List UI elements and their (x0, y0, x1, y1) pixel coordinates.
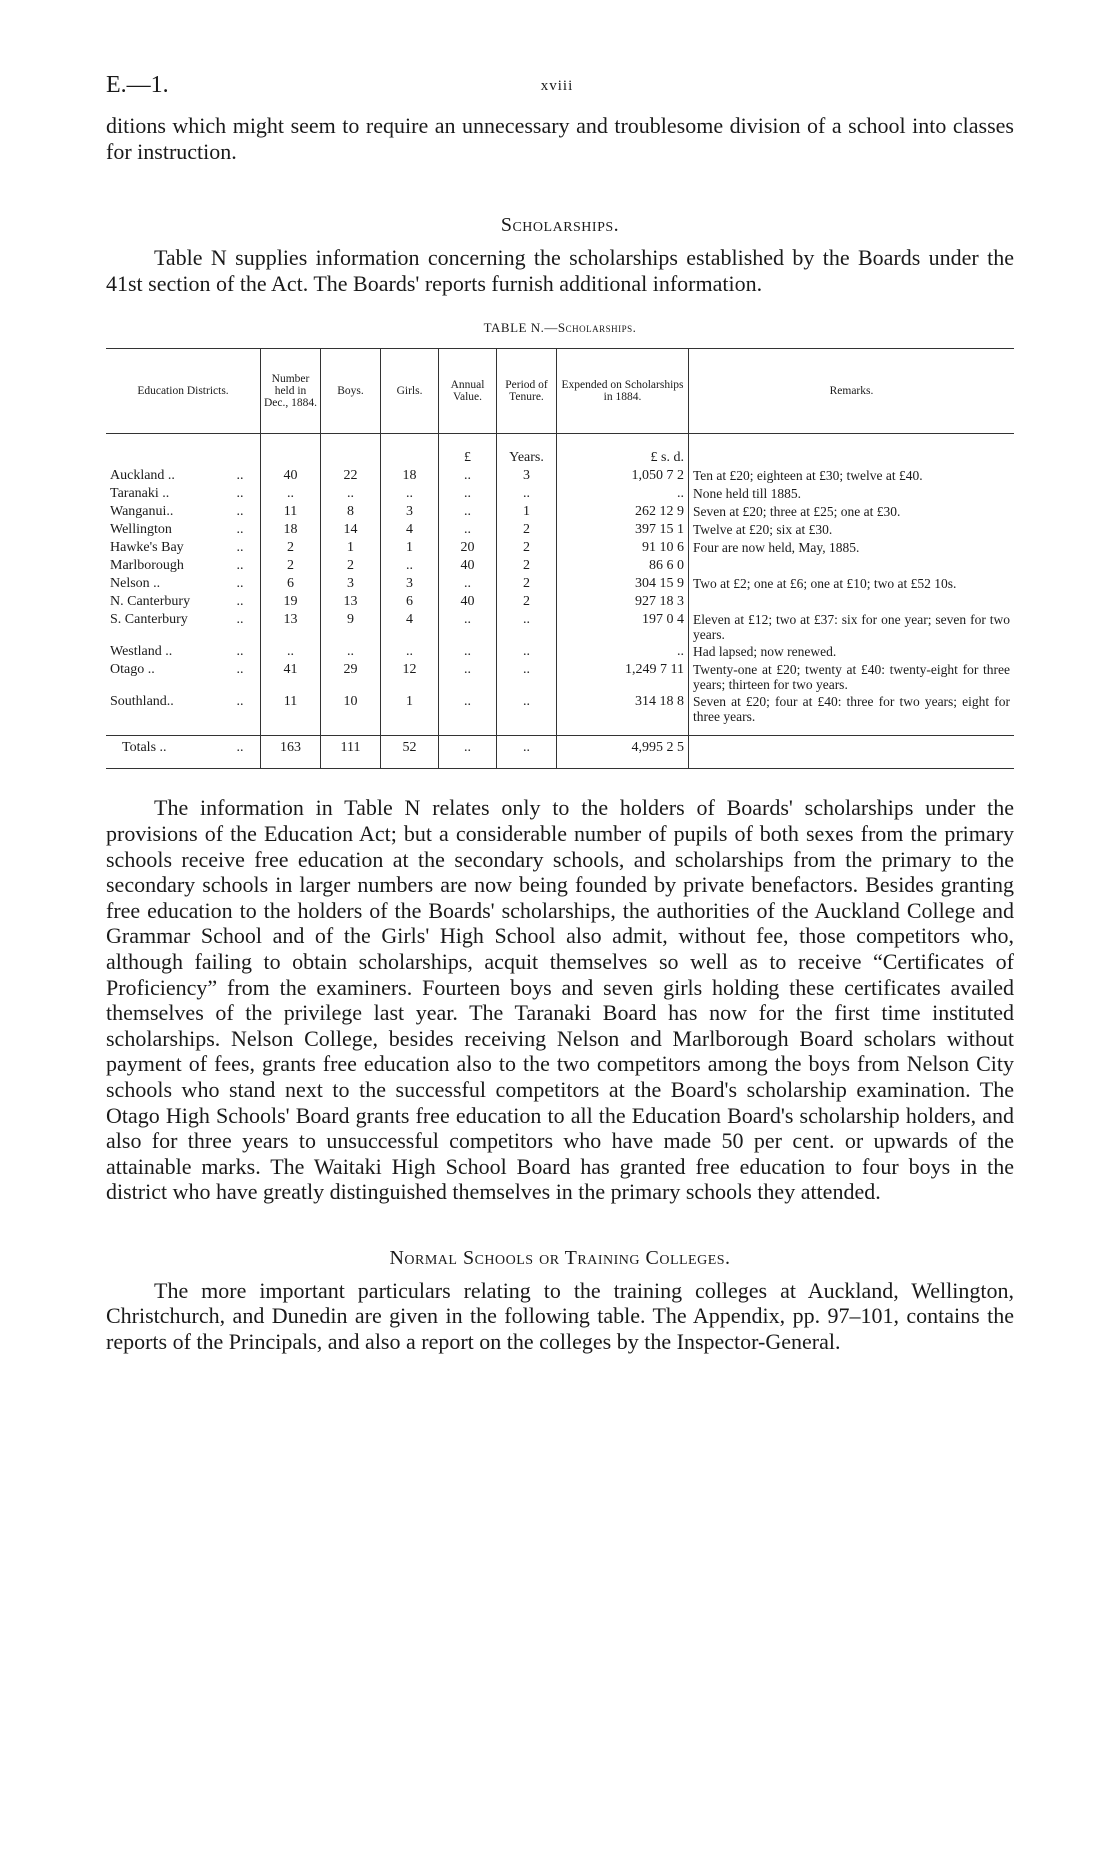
girls-cell: 4 (381, 611, 439, 643)
normal-schools-heading: Normal Schools or Training Colleges. (389, 1246, 731, 1269)
remarks-cell: Two at £2; one at £6; one at £10; two at £52 10s. (689, 575, 1015, 593)
table-row (106, 467, 1014, 485)
remarks-cell: Twenty-one at £20; twenty at £40: twenty-eight for three years; thirteen for two years. (689, 661, 1015, 693)
table-row (106, 575, 1014, 593)
number-cell: 2 (261, 539, 321, 557)
table-row (106, 503, 1014, 521)
leader-dots: .. (236, 576, 244, 592)
girls-cell: 3 (381, 575, 439, 593)
header-number: Number held in Dec., 1884. (261, 349, 321, 434)
leader-dots: .. (236, 662, 244, 678)
normal-schools-paragraph: The more important particulars relating to the training colleges at Auckland, Wellington, Christchurch, and Dunedin are given in the following table. The Appendix, pp. 97–101, contains the reports of the Principals, and also a report on the colleges by the Inspector-General. (106, 1277, 1014, 1355)
district-cell (106, 736, 261, 769)
table-n-caption: TABLE N.—Scholarships. (483, 320, 637, 336)
unit-expended: £ s. d. (557, 434, 689, 468)
remarks-cell: Ten at £20; eighteen at £30; twelve at £40. (689, 467, 1015, 485)
period-cell: 2 (497, 521, 557, 539)
expended-cell: 4,995 2 5 (557, 736, 689, 769)
scholarships-table (106, 348, 1014, 769)
expended-cell: 262 12 9 (557, 503, 689, 521)
leader-dots: .. (236, 644, 244, 660)
leader-dots: .. (236, 468, 244, 484)
district-cell (106, 467, 261, 485)
boys-cell: 9 (321, 611, 381, 643)
totals-row (106, 736, 1014, 769)
period-cell: 3 (497, 467, 557, 485)
district-name: S. Canterbury (110, 612, 188, 628)
information-paragraph: The information in Table N relates only to the holders of Boards' scholarships under the provisions of the Education Act; but a considerable number of pupils of both sexes from the primary schools receive free education at the secondary schools, and scholarships from the primary to the secondary schools in larger numbers are now being founded by private benefactors. Besides granting free education to the holders of the Boards' scholarships, the authorities of the Auckland College and Grammar School and of the Girls' High School also admit, without fee, those competitors who, although failing to obtain scholarships, acquit themselves so well as to receive “Certificates of Proficiency” from the examiners. Fourteen boys and seven girls holding these certificates availed themselves of the privilege last year. The Taranaki Board has now for the first time instituted scholarships. Nelson College, besides receiving Nelson and Marlborough Board scholars without payment of fees, grants free education also to the two competitors among the boys from Nelson City schools who stand next to the successful competitors at the Board's scholarship examination. The Otago High Schools' Board grants free education to all the Education Board's scholarship holders, and also for three years to unsuccessful competitors who have made 50 per cent. or upwards of the attainable marks. The Waitaki High School Board has granted free education to four boys in the district who have greatly distinguished themselves in the primary schools they attended. (106, 795, 1014, 1205)
period-cell: 2 (497, 593, 557, 611)
boys-cell: 29 (321, 661, 381, 693)
boys-cell: .. (321, 485, 381, 503)
remarks-cell: Eleven at £12; two at £37: six for one year; seven for two years. (689, 611, 1015, 643)
annual-cell: .. (439, 661, 497, 693)
district-cell (106, 521, 261, 539)
scholarships-heading: Scholarships. (500, 214, 620, 237)
district-name: Nelson .. (110, 576, 161, 592)
remarks-cell (689, 736, 1015, 769)
district-name: Wanganui.. (110, 504, 174, 520)
expended-cell: 1,249 7 11 (557, 661, 689, 693)
expended-cell: 314 18 8 (557, 693, 689, 725)
district-cell (106, 643, 261, 661)
leader-dots: .. (236, 594, 244, 610)
remarks-cell: Seven at £20; three at £25; one at £30. (689, 503, 1015, 521)
district-name: Auckland .. (110, 468, 175, 484)
number-cell: 13 (261, 611, 321, 643)
header-annual-value: Annual Value. (439, 349, 497, 434)
annual-cell: 40 (439, 557, 497, 575)
number-cell: 41 (261, 661, 321, 693)
document-code: E.—1. (106, 72, 169, 98)
remarks-cell: Had lapsed; now renewed. (689, 643, 1015, 661)
header-expended: Expended on Scholarships in 1884. (557, 349, 689, 434)
annual-cell: .. (439, 611, 497, 643)
girls-cell: 1 (381, 539, 439, 557)
number-cell: 11 (261, 693, 321, 725)
district-cell (106, 693, 261, 725)
district-name: Wellington (110, 522, 172, 538)
district-cell (106, 593, 261, 611)
girls-cell: .. (381, 643, 439, 661)
period-cell: .. (497, 661, 557, 693)
expended-cell: 1,050 7 2 (557, 467, 689, 485)
girls-cell: 18 (381, 467, 439, 485)
expended-cell: 197 0 4 (557, 611, 689, 643)
annual-cell: .. (439, 485, 497, 503)
district-cell (106, 539, 261, 557)
girls-cell: 52 (381, 736, 439, 769)
number-cell: 2 (261, 557, 321, 575)
period-cell: .. (497, 736, 557, 769)
girls-cell: .. (381, 557, 439, 575)
district-name: Southland.. (110, 694, 174, 710)
girls-cell: 12 (381, 661, 439, 693)
district-name: Otago .. (110, 662, 155, 678)
district-cell (106, 485, 261, 503)
leader-dots: .. (236, 486, 244, 502)
boys-cell: 8 (321, 503, 381, 521)
annual-cell: .. (439, 643, 497, 661)
girls-cell: 6 (381, 593, 439, 611)
expended-cell: .. (557, 485, 689, 503)
boys-cell: 111 (321, 736, 381, 769)
period-cell: .. (497, 693, 557, 725)
district-cell (106, 575, 261, 593)
remarks-cell: None held till 1885. (689, 485, 1015, 503)
header-girls: Girls. (381, 349, 439, 434)
header-period: Period of Tenure. (497, 349, 557, 434)
district-name: Hawke's Bay (110, 540, 184, 556)
header-remarks: Remarks. (689, 349, 1015, 434)
remarks-cell (689, 557, 1015, 575)
table-row (106, 539, 1014, 557)
annual-cell: .. (439, 521, 497, 539)
header-districts: Education Districts. (106, 349, 261, 434)
units-row (106, 434, 1014, 468)
boys-cell: 1 (321, 539, 381, 557)
district-cell (106, 661, 261, 693)
page-number: xviii (540, 78, 574, 94)
scholarships-paragraph: Table N supplies information concerning the scholarships established by the Boards under the 41st section of the Act. The Boards' reports furnish additional information. (106, 245, 1014, 296)
remarks-cell: Twelve at £20; six at £30. (689, 521, 1015, 539)
period-cell: .. (497, 643, 557, 661)
annual-cell: .. (439, 693, 497, 725)
number-cell: 6 (261, 575, 321, 593)
leader-dots: .. (236, 694, 244, 710)
boys-cell: 10 (321, 693, 381, 725)
table-header-row (106, 349, 1014, 434)
boys-cell: 3 (321, 575, 381, 593)
remarks-cell: Four are now held, May, 1885. (689, 539, 1015, 557)
district-name: N. Canterbury (110, 594, 191, 610)
number-cell: .. (261, 643, 321, 661)
period-cell: 2 (497, 575, 557, 593)
annual-cell: 40 (439, 593, 497, 611)
remarks-cell: Seven at £20; four at £40: three for two years; eight for three years. (689, 693, 1015, 725)
boys-cell: .. (321, 643, 381, 661)
table-row (106, 557, 1014, 575)
number-cell: 19 (261, 593, 321, 611)
unit-period: Years. (497, 434, 557, 468)
number-cell: 40 (261, 467, 321, 485)
intro-continuation: ditions which might seem to require an unnecessary and troublesome division of a school into classes for instruction. (106, 113, 1014, 164)
district-cell (106, 503, 261, 521)
district-cell (106, 557, 261, 575)
boys-cell: 14 (321, 521, 381, 539)
leader-dots: .. (236, 558, 244, 574)
district-name: Westland .. (110, 644, 173, 660)
district-cell (106, 611, 261, 643)
period-cell: 1 (497, 503, 557, 521)
expended-cell: 86 6 0 (557, 557, 689, 575)
girls-cell: 4 (381, 521, 439, 539)
period-cell: .. (497, 611, 557, 643)
table-row (106, 643, 1014, 661)
annual-cell: .. (439, 736, 497, 769)
remarks-cell (689, 593, 1015, 611)
annual-cell: 20 (439, 539, 497, 557)
expended-cell: 397 15 1 (557, 521, 689, 539)
table-row (106, 693, 1014, 725)
expended-cell: 304 15 9 (557, 575, 689, 593)
number-cell: 163 (261, 736, 321, 769)
boys-cell: 2 (321, 557, 381, 575)
period-cell: .. (497, 485, 557, 503)
spacer-row (106, 725, 1014, 736)
period-cell: 2 (497, 557, 557, 575)
period-cell: 2 (497, 539, 557, 557)
unit-annual: £ (439, 434, 497, 468)
table-row (106, 661, 1014, 693)
expended-cell: 91 10 6 (557, 539, 689, 557)
table-n (106, 348, 1014, 769)
girls-cell: 3 (381, 503, 439, 521)
number-cell: 11 (261, 503, 321, 521)
boys-cell: 22 (321, 467, 381, 485)
table-row (106, 593, 1014, 611)
number-cell: .. (261, 485, 321, 503)
leader-dots: .. (236, 540, 244, 556)
leader-dots: .. (236, 504, 244, 520)
annual-cell: .. (439, 467, 497, 485)
leader-dots: .. (236, 612, 244, 628)
table-row (106, 521, 1014, 539)
district-name: Marlborough (110, 558, 184, 574)
girls-cell: 1 (381, 693, 439, 725)
leader-dots: .. (236, 522, 244, 538)
girls-cell: .. (381, 485, 439, 503)
table-row (106, 611, 1014, 643)
boys-cell: 13 (321, 593, 381, 611)
district-name: Taranaki .. (110, 486, 170, 502)
expended-cell: .. (557, 643, 689, 661)
table-row (106, 485, 1014, 503)
header-boys: Boys. (321, 349, 381, 434)
district-name: Totals .. (122, 740, 167, 756)
expended-cell: 927 18 3 (557, 593, 689, 611)
annual-cell: .. (439, 575, 497, 593)
leader-dots: .. (236, 740, 244, 756)
number-cell: 18 (261, 521, 321, 539)
annual-cell: .. (439, 503, 497, 521)
